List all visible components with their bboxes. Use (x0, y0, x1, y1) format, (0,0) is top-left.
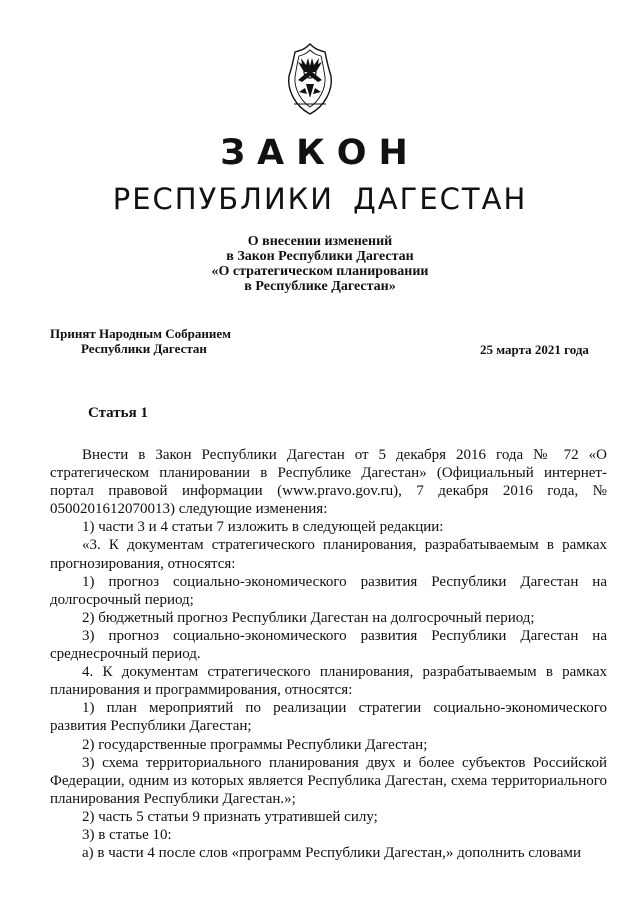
paragraph: а) в части 4 после слов «программ Республики Дагестан,» дополнить словами (82, 845, 581, 862)
paragraph: 3) в статье 10: (82, 826, 172, 843)
adoption-date: 25 марта 2021 года (480, 342, 589, 357)
adoption-line: Принят Народным Собранием (50, 326, 232, 341)
article-heading: Статья 1 (88, 405, 148, 421)
document-subtitle: РЕСПУБЛИКИ ДАГЕСТАН (112, 182, 528, 216)
paragraph: 2) часть 5 статьи 9 признать утратившей силу; (82, 808, 378, 825)
paragraph: 2) бюджетный прогноз Республики Дагестан на долгосрочный период; (82, 609, 535, 626)
subject-line: в Республике Дагестан» (244, 279, 396, 294)
subject-line: О внесении изменений (247, 234, 393, 249)
document-title: ЗАКОН (220, 133, 420, 173)
adoption-line: Республики Дагестан (81, 341, 207, 356)
paragraph: Внести в Закон Республики Дагестан от 5 декабря 2016 года № 72 «О стратегическом планировании в Республике Дагестан» (Официальный интернет-портал правовой информации (www.pravo.gov.ru), 7 декабря 2016 года, № 0500201612070013) следующие изменения: (50, 447, 607, 518)
paragraph: 1) прогноз социально-экономического развития Республики Дагестан на долгосрочный период; (50, 573, 607, 608)
paragraph: 1) части 3 и 4 статьи 7 изложить в следующей редакции: (82, 519, 444, 536)
subject-line: в Закон Республики Дагестан (226, 249, 414, 264)
paragraph: «3. К документам стратегического планирования, разрабатываемым в рамках прогнозирования, относятся: (50, 537, 607, 572)
paragraph: 3) схема территориального планирования двух и более субъектов Российской Федерации, одним из которых является Республика Дагестан, схема территориального планирования Республики Дагестан.»; (50, 754, 607, 807)
law-subject (0, 234, 640, 294)
article-body (50, 446, 607, 862)
subject-line: «О стратегическом планировании (211, 264, 429, 279)
adoption-info (50, 326, 231, 356)
paragraph: 4. К документам стратегического планирования, разрабатываемым в рамках планирования и программирования, относятся: (50, 664, 607, 699)
coat-of-arms-icon (277, 40, 343, 120)
paragraph: 2) государственные программы Республики Дагестан; (82, 736, 428, 753)
paragraph: 3) прогноз социально-экономического развития Республики Дагестан на среднесрочный период. (50, 627, 607, 663)
paragraph: 1) план мероприятий по реализации стратегии социально-экономического развития Республики Дагестан; (50, 700, 607, 735)
